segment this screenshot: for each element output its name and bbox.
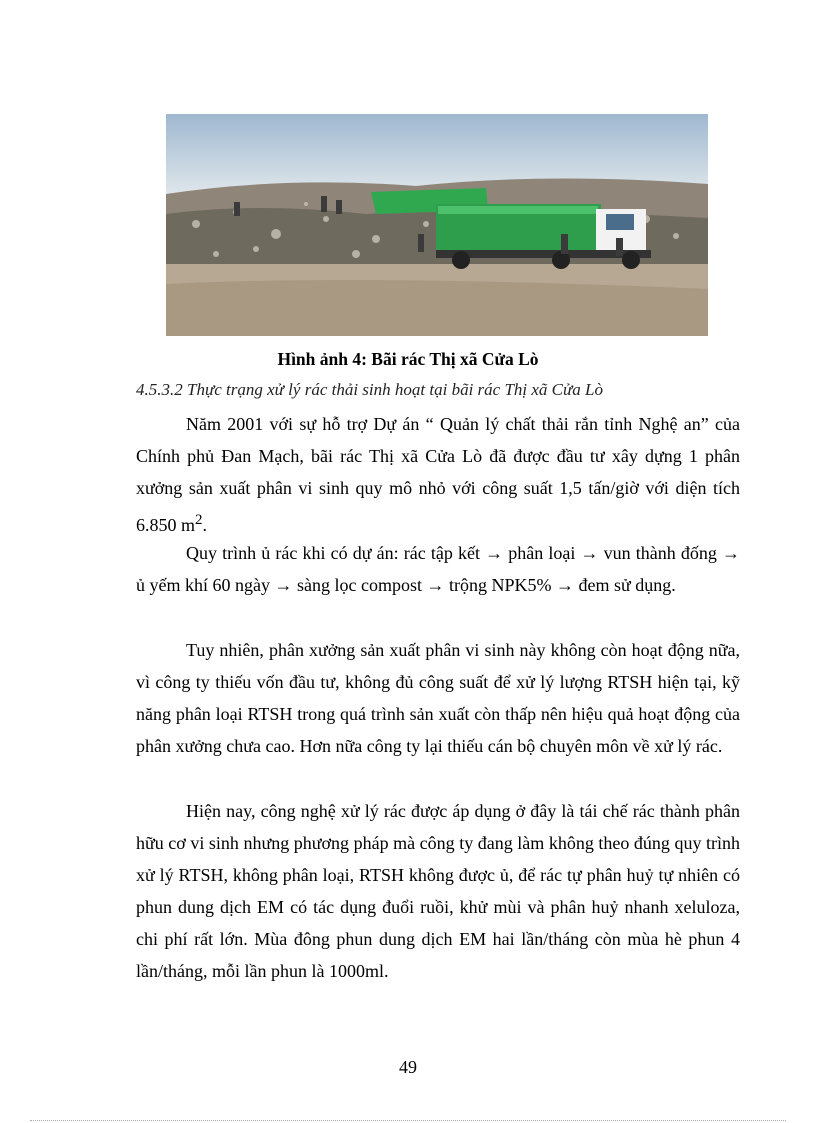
- page-number: 49: [399, 1057, 417, 1077]
- paragraph-1-end: .: [202, 515, 208, 535]
- landfill-photo: [166, 114, 708, 336]
- paragraph-1-superscript: 2: [195, 512, 203, 528]
- footer-divider: [30, 1120, 786, 1121]
- figure-caption: Hình ảnh 4: Bãi rác Thị xã Cửa Lò: [277, 349, 539, 369]
- paragraph-4: Hiện nay, công nghệ xử lý rác được áp dụng ở đây là tái chế rác thành phân hữu cơ vi sinh nhưng phương pháp mà công ty đang làm không theo đúng quy trình xử lý RTSH, không phân loại, RTSH không được ủ, để rác tự phân huỷ tự nhiên có phun dung dịch EM có tác dụng đuổi ruồi, khử mùi và phân huỷ nhanh xeluloza, chi phí rất lớn. Mùa đông phun dung dịch EM hai lần/tháng còn mùa hè phun 4 lần/tháng, mỗi lần phun là 1000ml.: [136, 801, 740, 981]
- landfill-illustration: [166, 114, 708, 336]
- section-heading: 4.5.3.2 Thực trạng xử lý rác thải sinh hoạt tại bãi rác Thị xã Cửa Lò: [136, 380, 603, 399]
- paragraph-1: [136, 408, 740, 541]
- paragraph-3: Tuy nhiên, phân xưởng sản xuất phân vi sinh này không còn hoạt động nữa, vì công ty thiếu vốn đầu tư, không đủ công suất để xử lý lượng RTSH hiện tại, kỹ năng phân loại RTSH trong quá trình sản xuất còn thấp nên hiệu quả hoạt động của phân xưởng chưa cao. Hơn nữa công ty lại thiếu cán bộ chuyên môn về xử lý rác.: [136, 640, 740, 756]
- paragraph-2: Quy trình ủ rác khi có dự án: rác tập kết → phân loại → vun thành đống → ủ yếm khí 60 ngày → sàng lọc compost → trộng NPK5% → đem sử dụng.: [136, 543, 740, 595]
- paragraph-1-text: Năm 2001 với sự hỗ trợ Dự án “ Quản lý chất thải rắn tỉnh Nghệ an” của Chính phủ Đan Mạch, bãi rác Thị xã Cửa Lò đã được đầu tư xây dựng 1 phân xưởng sản xuất phân vi sinh quy mô nhỏ với công suất 1,5 tấn/giờ với diện tích 6.850 m: [136, 414, 740, 535]
